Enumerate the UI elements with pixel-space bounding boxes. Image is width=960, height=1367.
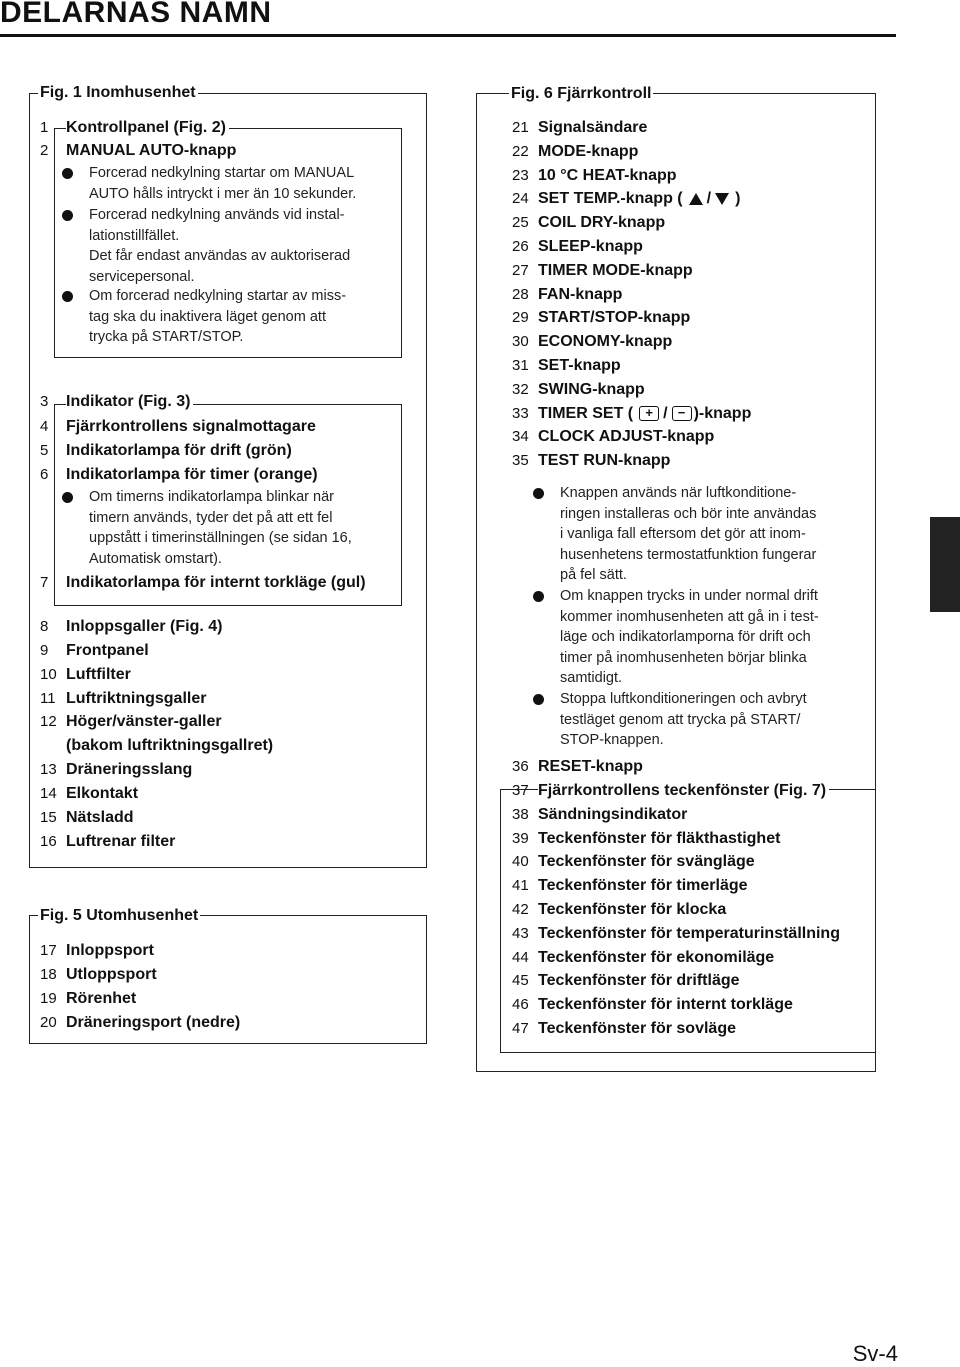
note-line: läge och indikatorlamporna för drift och — [560, 629, 811, 645]
part-number: 24 — [512, 190, 529, 208]
part-number: 32 — [512, 380, 529, 398]
part-label: Inloppsgaller (Fig. 4) — [66, 618, 223, 635]
part-item — [512, 189, 740, 209]
part-item — [512, 995, 793, 1015]
part-item — [40, 1013, 240, 1033]
part-label: Luftriktningsgaller — [66, 690, 207, 707]
part-number: 40 — [512, 853, 529, 871]
bullet-icon — [533, 488, 544, 499]
part-number: 31 — [512, 357, 529, 374]
part-label: Teckenfönster för temperaturinställning — [538, 924, 840, 942]
part-label: Utloppsport — [66, 966, 157, 983]
part-label: Fjärrkontrollens signalmottagare — [66, 418, 316, 435]
note-line: i vanliga fall eftersom det gör att inom- — [560, 526, 806, 542]
part-label: (bakom luftriktningsgallret) — [66, 737, 274, 754]
part-item — [40, 832, 175, 852]
separator: / — [663, 404, 668, 422]
part-label: Indikatorlampa för internt torkläge (gul) — [66, 574, 366, 591]
part-item — [512, 757, 643, 777]
part-number: 9 — [40, 642, 49, 659]
part-label: Teckenfönster för ekonomiläge — [538, 948, 775, 966]
part-item — [40, 965, 157, 985]
part-label: TEST RUN-knapp — [538, 452, 671, 470]
part-item — [40, 617, 222, 637]
note-line: trycka på START/STOP. — [89, 329, 244, 345]
part-item — [512, 971, 740, 991]
part-number: 25 — [512, 214, 529, 232]
part-item — [512, 781, 829, 801]
part-item — [40, 736, 273, 756]
part-label: COIL DRY-knapp — [538, 214, 666, 232]
part-label: Rörenhet — [66, 990, 137, 1007]
part-item — [512, 900, 726, 920]
part-label: SLEEP-knapp — [538, 238, 643, 255]
part-label: MODE-knapp — [538, 142, 639, 160]
part-number: 28 — [512, 285, 529, 303]
part-item — [512, 142, 638, 162]
part-item — [40, 465, 318, 485]
part-item — [512, 118, 647, 138]
bullet-icon — [62, 492, 73, 503]
part-number: 1 — [40, 119, 49, 136]
part-label: RESET-knapp — [538, 758, 643, 775]
part-number: 6 — [40, 466, 49, 483]
part-number: 5 — [40, 442, 49, 459]
part-item — [40, 441, 292, 461]
part-label: Sändningsindikator — [538, 805, 688, 823]
part-item — [40, 665, 131, 685]
part-number: 45 — [512, 972, 529, 990]
part-number: 11 — [40, 690, 56, 707]
note-line: Forcerad nedkylning används vid instal- — [89, 207, 345, 223]
part-item — [512, 213, 665, 233]
part-label: Elkontakt — [66, 785, 139, 802]
part-item — [40, 392, 193, 412]
note-line: ringen installeras och bör inte användas — [560, 505, 817, 522]
bullet-icon — [533, 591, 544, 602]
note-bullet — [89, 205, 350, 287]
note-line: Om timerns indikatorlampa blinkar när — [89, 489, 334, 505]
part-item — [40, 118, 229, 138]
bullet-icon — [62, 291, 73, 302]
fig6-label: Fig. 6 Fjärrkontroll — [511, 85, 652, 102]
part-item — [40, 417, 316, 437]
part-label: Luftrenar filter — [66, 833, 176, 850]
note-line: timern används, tyder det på att ett fel — [89, 509, 333, 526]
part-item — [512, 261, 693, 281]
note-bullet — [89, 487, 352, 569]
part-label: Fjärrkontrollens teckenfönster (Fig. 7) — [538, 782, 829, 799]
part-number: 34 — [512, 428, 529, 446]
note-line: lationstillfället. — [89, 227, 180, 244]
note-line: husenhetens termostatfunktion fungerar — [560, 546, 817, 563]
part-label: MANUAL AUTO-knapp — [66, 142, 237, 159]
part-number: 22 — [512, 142, 529, 160]
note-bullet — [89, 163, 356, 204]
bullet-icon — [62, 168, 73, 179]
part-item — [40, 784, 138, 804]
section-tab — [930, 517, 960, 612]
part-item — [512, 356, 621, 376]
note-line: timer på inomhusenheten börjar blinka — [560, 649, 807, 666]
part-label: ECONOMY-knapp — [538, 333, 673, 351]
note-line: uppstått i timerinställningen (se sidan 16, — [89, 530, 352, 546]
part-number: 36 — [512, 758, 529, 775]
page-title: DELARNAS NAMN — [0, 0, 272, 29]
note-line: kommer inomhusenheten att gå in i test- — [560, 608, 819, 625]
part-number: 15 — [40, 809, 57, 826]
part-label: Luftfilter — [66, 666, 131, 683]
part-label: Teckenfönster för fläkthastighet — [538, 829, 781, 847]
item-suffix: ) — [735, 190, 741, 208]
part-label: Höger/vänster-galler — [66, 713, 222, 730]
part-label: START/STOP-knapp — [538, 309, 691, 327]
part-number: 13 — [40, 761, 57, 778]
part-number: 20 — [40, 1014, 57, 1031]
note-line: Knappen används när luftkonditione- — [560, 485, 797, 501]
part-label: Nätsladd — [66, 809, 134, 826]
plus-key-icon: + — [639, 406, 659, 421]
bullet-icon — [533, 694, 544, 705]
part-label: Inloppsport — [66, 942, 154, 959]
part-item — [40, 689, 206, 709]
part-number: 39 — [512, 829, 529, 847]
minus-key-icon: − — [672, 406, 692, 421]
part-item — [512, 427, 714, 447]
part-item — [512, 332, 672, 352]
part-number: 10 — [40, 666, 57, 683]
note-line: STOP-knappen. — [560, 732, 664, 748]
part-item — [40, 141, 236, 161]
part-label: FAN-knapp — [538, 285, 623, 303]
part-label: 10 °C HEAT-knapp — [538, 166, 677, 184]
note-line: Om knappen trycks in under normal drift — [560, 588, 818, 604]
title-rule — [0, 34, 896, 37]
part-item — [512, 285, 622, 305]
part-label: Frontpanel — [66, 642, 149, 659]
part-item — [40, 712, 222, 732]
part-number: 29 — [512, 309, 529, 327]
part-number: 4 — [40, 418, 49, 435]
note-bullet — [560, 689, 807, 751]
part-item — [40, 760, 192, 780]
part-label: Indikator (Fig. 3) — [66, 393, 193, 410]
part-number: 47 — [512, 1020, 529, 1037]
separator: / — [706, 190, 712, 208]
part-label: SET TEMP.-knapp ( — [538, 190, 683, 208]
item-suffix: )-knapp — [693, 404, 752, 422]
part-number: 16 — [40, 833, 57, 850]
part-item — [40, 641, 149, 661]
part-item — [512, 166, 677, 186]
note-line: Om forcerad nedkylning startar av miss- — [89, 288, 347, 304]
note-line: AUTO hålls intryckt i mer än 10 sekunder. — [89, 185, 357, 202]
part-item — [512, 852, 755, 872]
part-number: 12 — [40, 713, 57, 730]
part-number: 23 — [512, 166, 529, 184]
part-item — [512, 876, 748, 896]
part-number: 38 — [512, 805, 529, 823]
part-item — [512, 380, 645, 400]
part-item — [512, 451, 670, 471]
part-label: SET-knapp — [538, 357, 621, 374]
part-label: Teckenfönster för internt torkläge — [538, 996, 793, 1014]
note-line: Stoppa luftkonditioneringen och avbryt — [560, 691, 807, 707]
part-number: 8 — [40, 618, 49, 635]
part-item — [512, 404, 751, 424]
part-label: TIMER MODE-knapp — [538, 261, 693, 279]
part-number: 2 — [40, 142, 49, 159]
part-item — [512, 948, 774, 968]
note-bullet — [560, 483, 816, 586]
note-line: servicepersonal. — [89, 268, 195, 285]
part-item — [40, 941, 154, 961]
note-bullet — [560, 586, 819, 689]
part-number: 30 — [512, 333, 529, 351]
part-item — [512, 1019, 736, 1039]
part-number: 44 — [512, 948, 529, 966]
part-number: 19 — [40, 990, 57, 1007]
part-number: 26 — [512, 238, 529, 255]
part-label: SWING-knapp — [538, 380, 645, 398]
part-label: Teckenfönster för sovläge — [538, 1020, 736, 1037]
part-item — [512, 805, 687, 825]
part-number: 17 — [40, 942, 57, 959]
part-number: 18 — [40, 966, 57, 983]
fig1-label: Fig. 1 Inomhusenhet — [40, 84, 196, 101]
bullet-icon — [62, 210, 73, 221]
part-item — [40, 573, 366, 593]
note-line: Forcerad nedkylning startar om MANUAL — [89, 165, 355, 181]
part-item — [512, 829, 780, 849]
part-label: CLOCK ADJUST-knapp — [538, 428, 715, 446]
note-line: på fel sätt. — [560, 567, 627, 583]
part-label: Teckenfönster för driftläge — [538, 972, 740, 990]
part-number: 27 — [512, 261, 529, 279]
triangle-up-icon — [689, 193, 703, 205]
part-item — [40, 808, 134, 828]
part-item — [512, 308, 690, 328]
part-number: 43 — [512, 924, 529, 942]
part-label: Indikatorlampa för drift (grön) — [66, 442, 292, 459]
note-line: Det får endast användas av auktoriserad — [89, 248, 351, 264]
part-number: 42 — [512, 901, 529, 918]
part-number: 37 — [512, 782, 529, 799]
part-label: TIMER SET ( — [538, 404, 634, 422]
part-item — [512, 924, 840, 944]
part-label: Kontrollpanel (Fig. 2) — [66, 119, 229, 136]
part-item — [512, 237, 643, 257]
note-bullet — [89, 286, 346, 348]
note-line: testläget genom att trycka på START/ — [560, 711, 801, 728]
part-label: Signalsändare — [538, 119, 648, 136]
part-number: 7 — [40, 574, 49, 591]
part-label: Teckenfönster för svängläge — [538, 853, 755, 871]
part-label: Teckenfönster för timerläge — [538, 877, 748, 895]
part-number: 46 — [512, 996, 529, 1014]
fig5-label: Fig. 5 Utomhusenhet — [40, 907, 199, 924]
part-number: 33 — [512, 404, 529, 422]
page-number: Sv-4 — [852, 1341, 898, 1366]
part-number: 41 — [512, 877, 529, 895]
part-number: 21 — [512, 119, 529, 136]
part-item — [40, 989, 136, 1009]
part-number: 14 — [40, 785, 57, 802]
part-label: Dräneringsport (nedre) — [66, 1014, 241, 1031]
part-label: Indikatorlampa för timer (orange) — [66, 466, 318, 483]
note-line: Automatisk omstart). — [89, 550, 222, 567]
triangle-down-icon — [715, 193, 729, 205]
part-label: Dräneringsslang — [66, 761, 193, 778]
part-number: 3 — [40, 393, 49, 410]
part-label: Teckenfönster för klocka — [538, 901, 727, 918]
note-line: samtidigt. — [560, 670, 623, 686]
part-number: 35 — [512, 452, 529, 470]
note-line: tag ska du inaktivera läget genom att — [89, 308, 326, 325]
